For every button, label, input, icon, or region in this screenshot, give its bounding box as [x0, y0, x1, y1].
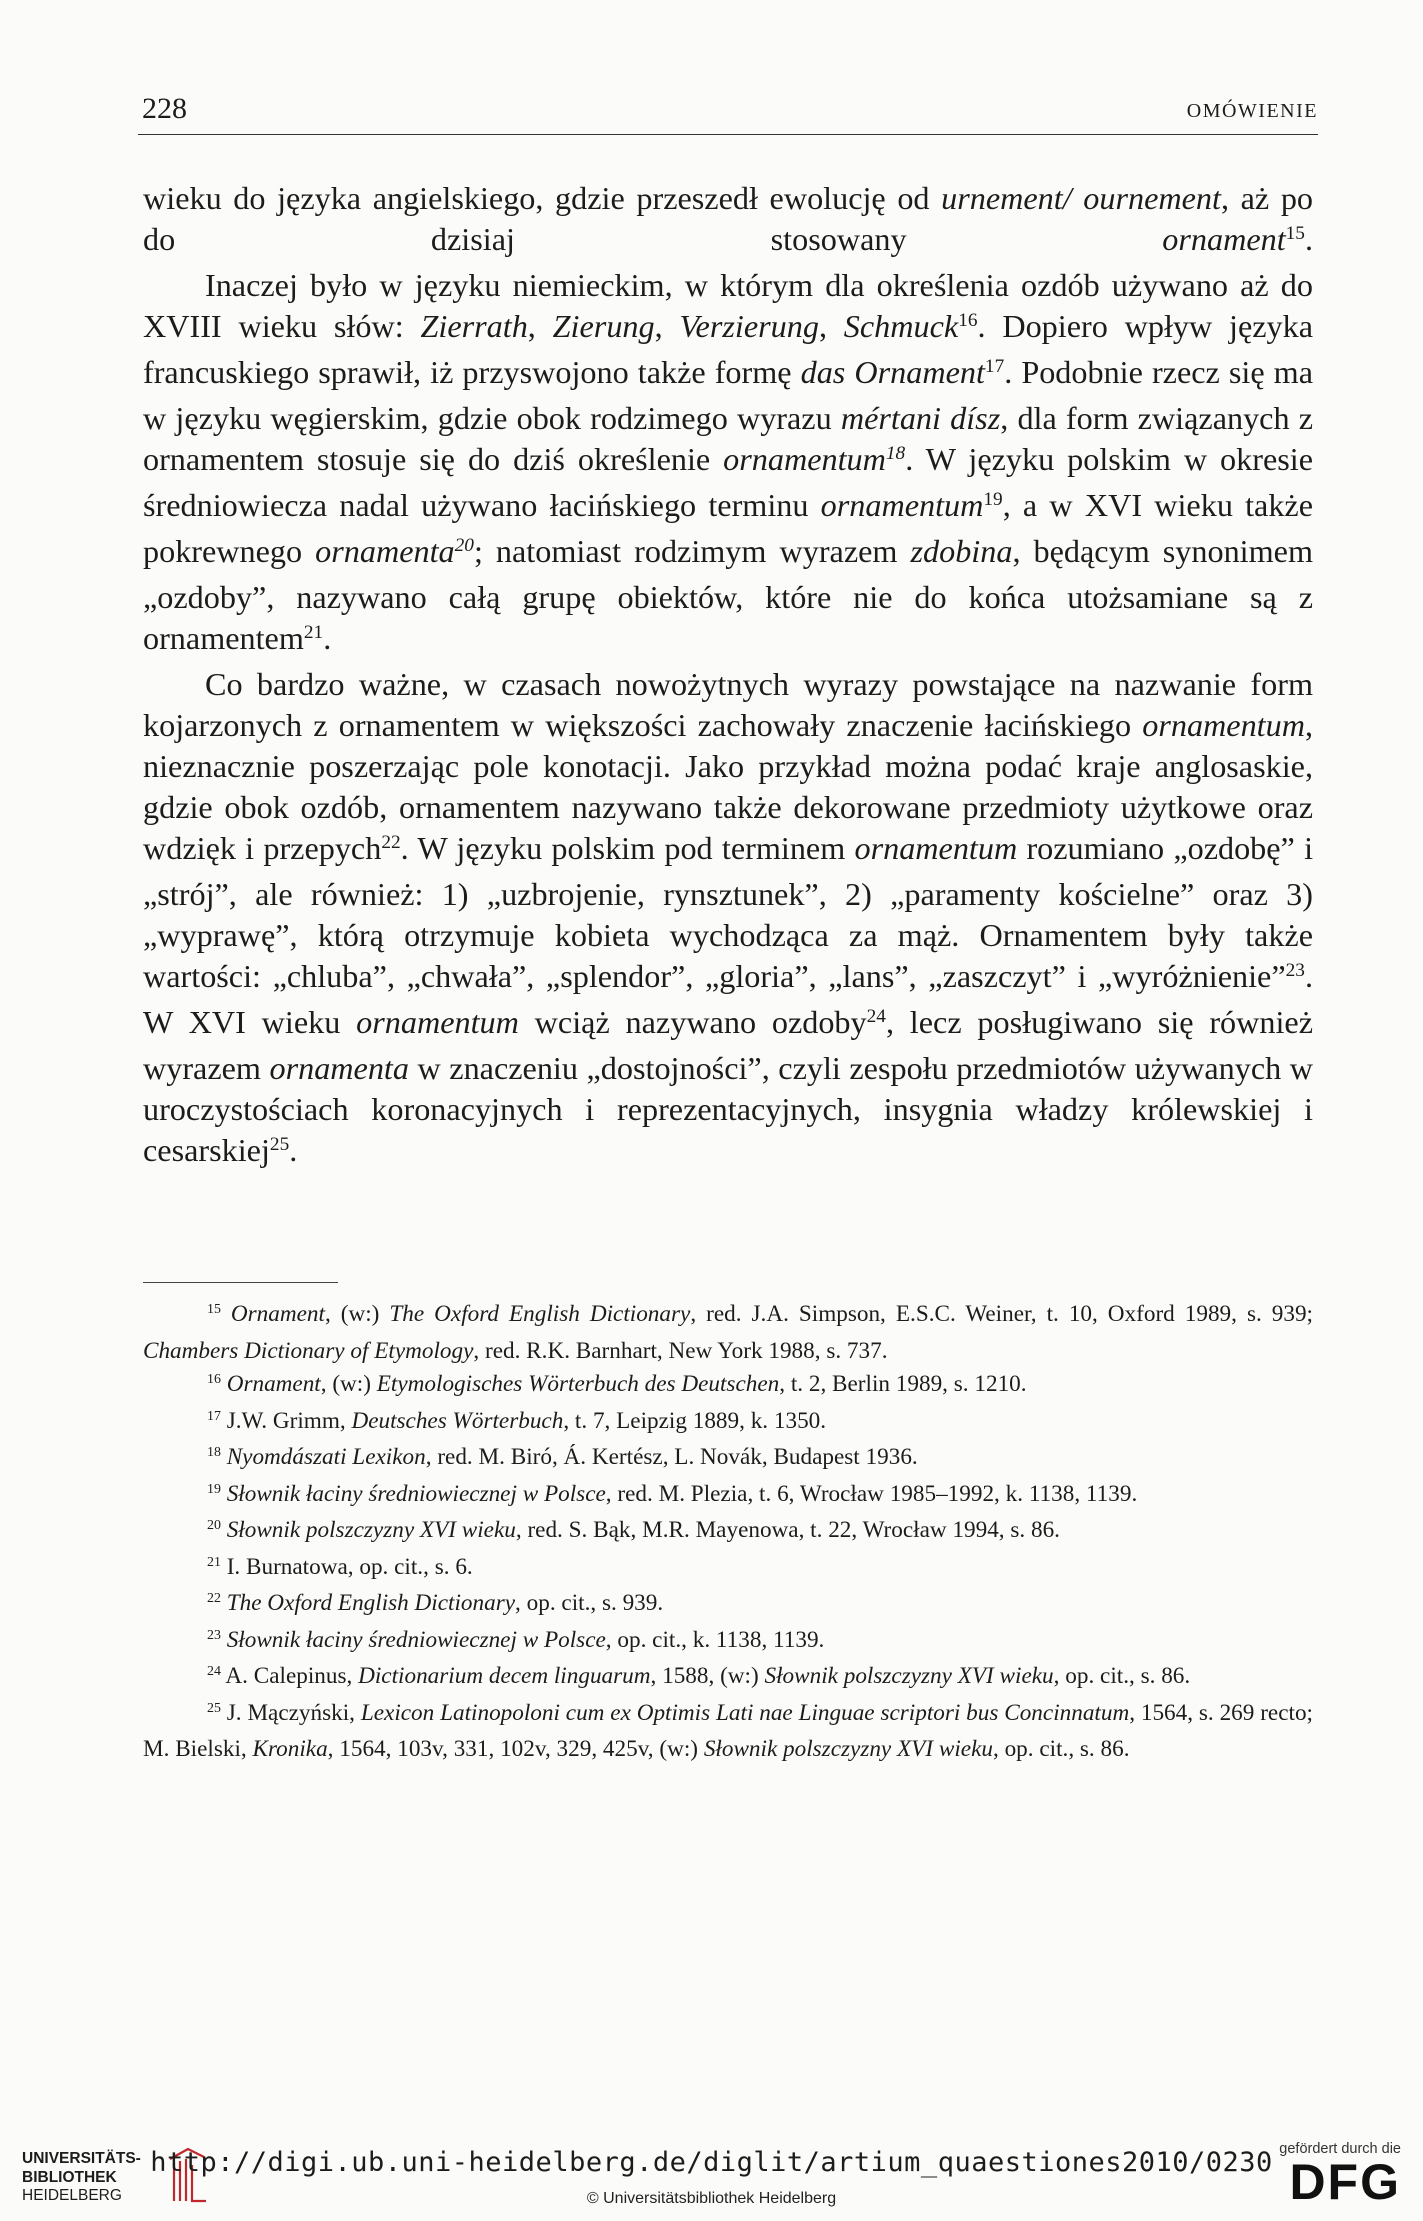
text-run: , op. cit., s. 939.: [515, 1590, 664, 1616]
text-run: , op. cit., s. 86.: [992, 1736, 1130, 1762]
text-run: . W języku polskim pod terminem: [400, 830, 855, 866]
text-run: ,: [527, 308, 553, 344]
library-name-line: BIBLIOTHEK: [22, 2168, 117, 2186]
footnote: [143, 1441, 1313, 1478]
section-title: OMÓWIENIE: [1186, 100, 1318, 122]
text-run: , nieznacznie poszerzając pole konotacji. Jako przykład można podać kraje anglosaskie, gdzie obok ozdób, ornamentem nazywano także dekorowane przedmioty użytkowe oraz wdzięk i przepych: [143, 707, 1313, 866]
text-run: wciąż nazywano ozdoby: [518, 1004, 867, 1040]
footnote-ref: 16: [207, 1372, 221, 1388]
text-run: Co bardzo ważne, w czasach nowożytnych wyrazy powstające na nazwanie form kojarzonych z ornamentem w większości zachowały znaczenie łacińskiego: [143, 666, 1313, 743]
text-run: , op. cit., s. 86.: [1053, 1663, 1191, 1689]
text-run: Inaczej było w języku niemieckim, w którym dla określenia ozdób używano aż do XVIII wieku słów:: [143, 267, 1313, 344]
footnote-ref: 18: [885, 443, 906, 465]
italic-term: Zierung: [552, 308, 655, 344]
italic-term: Etymologisches Wörterbuch des Deutschen: [376, 1371, 780, 1397]
text-run: J.W. Grimm,: [220, 1407, 352, 1434]
text-run: , 1564, s. 269 recto; M. Bielski,: [143, 1699, 1313, 1762]
text-run: . Podobnie rzecz się ma w języku węgierskim, gdzie obok rodzimego wyrazu: [143, 354, 1314, 436]
footnote: [143, 1551, 1313, 1588]
italic-term: Słownik łaciny średniowiecznej w Polsce: [226, 1480, 606, 1507]
italic-term: Dictionarium decem linguarum: [358, 1663, 651, 1689]
dfg-wordmark: DFG: [1289, 2154, 1401, 2210]
text-run: , będącym synonimem „ozdoby”, nazywano całą grupę obiektów, które nie do końca utożsamiane są z ornamentem: [143, 533, 1313, 656]
italic-term: Słownik łaciny średniowiecznej w Polsce: [226, 1626, 606, 1653]
text-run: ,: [654, 308, 680, 344]
footnote-ref: 16: [958, 310, 978, 332]
footnote-ref: 17: [207, 1408, 221, 1424]
footnote: [143, 1478, 1313, 1515]
footnote-ref: 21: [207, 1554, 221, 1570]
footnote: [143, 1660, 1313, 1697]
footnote-ref: 25: [269, 1134, 290, 1156]
text-run: , t. 7, Leipzig 1889, k. 1350.: [563, 1407, 827, 1434]
footnote-ref: 24: [207, 1664, 221, 1680]
italic-term: ornamenta: [269, 1050, 409, 1086]
italic-term: Słownik polszczyzny XVI wieku: [226, 1517, 516, 1543]
text-run: , red. S. Bąk, M.R. Mayenowa, t. 22, Wrocław 1994, s. 86.: [515, 1517, 1060, 1543]
text-run: J. Mączyński,: [220, 1699, 361, 1726]
paragraph: [143, 178, 1313, 265]
library-name-line: UNIVERSITÄTS-: [22, 2150, 141, 2167]
text-run: , (w:): [324, 1301, 390, 1327]
text-run: , op. cit., k. 1138, 1139.: [605, 1626, 825, 1653]
footnote-ref: 24: [866, 1006, 886, 1028]
paragraph: [143, 265, 1313, 664]
text-run: . Dopiero wpływ języka francuskiego sprawił, iż przyswojono także formę: [143, 308, 1314, 390]
footnote: [143, 1587, 1313, 1624]
text-run: , red. J.A. Simpson, E.S.C. Weiner, t. 10, Oxford 1989, s. 939;: [690, 1301, 1313, 1327]
main-text: [143, 178, 1313, 1176]
italic-term: mértani dísz: [840, 400, 1001, 436]
footnote-ref: 22: [381, 832, 401, 854]
text-run: , 1588, (w:): [650, 1663, 765, 1689]
dfg-logo: [1271, 2141, 1401, 2210]
text-run: , 1564, 103v, 331, 102v, 329, 425v, (w:): [327, 1736, 704, 1762]
footnote: [143, 1624, 1313, 1661]
dfg-caption: gefördert durch die: [1279, 2141, 1401, 2157]
text-run: , a w XVI wieku także pokrewnego: [143, 487, 1313, 569]
italic-term: Verzierung: [679, 308, 819, 344]
footnotes: [143, 1298, 1313, 1767]
text-run: , red. R.K. Barnhart, New York 1988, s. 737.: [473, 1337, 888, 1364]
footnote-ref: 20: [454, 535, 474, 557]
text-run: .: [1304, 221, 1313, 257]
text-run: rozumiano „ozdobę” i „strój”, ale również: 1) „uzbrojenie, rynsztunek”, 2) „paramenty kościelne” oraz 3) „wyprawę”, którą otrzymuje kobieta wychodząca za mąż. Ornamentem były także wartości: „chluba”, „chwała”, „splendor”, „gloria”, „lans”, „zaszczyt” i „wyróżnienie”: [143, 830, 1314, 994]
text-run: wieku do języka angielskiego, gdzie przeszedł ewolucję od: [143, 180, 942, 216]
italic-term: Schmuck: [843, 308, 959, 344]
italic-term: The Oxford English Dictionary: [389, 1301, 691, 1327]
text-run: . W XVI wieku: [143, 958, 1313, 1040]
footnote-ref: 22: [207, 1591, 221, 1607]
footnote-ref: 20: [207, 1518, 221, 1534]
footnote: [143, 1405, 1313, 1442]
permalink-url[interactable]: http://digi.ub.uni-heidelberg.de/diglit/artium_quaestiones2010/0230: [150, 2147, 1273, 2178]
italic-term: Deutsches Wörterbuch: [351, 1407, 564, 1434]
text-run: A. Calepinus,: [220, 1663, 359, 1689]
italic-term: Zierrath: [420, 308, 528, 344]
text-run: , (w:): [320, 1371, 377, 1397]
text-run: , aż po do dzisiaj stosowany: [143, 180, 1314, 257]
footnote-ref: 19: [983, 489, 1003, 511]
italic-term: Słownik polszczyzny XVI wieku: [703, 1736, 993, 1762]
footnote: [143, 1697, 1313, 1767]
italic-term: ornamentum: [854, 830, 1018, 866]
italic-term: ornamentum: [1142, 707, 1305, 743]
text-run: w znaczeniu „dostojności”, czyli zespołu przedmiotów używanych w uroczystościach koronacyjnych i reprezentacyjnych, insygnia władzy królewskiej i cesarskiej: [143, 1050, 1313, 1168]
italic-term: urnement/ ournement: [941, 180, 1221, 216]
digitization-footer: [0, 2115, 1423, 2221]
italic-term: Nyomdászati Lexikon: [226, 1444, 426, 1470]
text-run: [221, 1301, 231, 1327]
italic-term: The Oxford English Dictionary: [226, 1590, 516, 1616]
footnote-ref: 15: [1285, 223, 1305, 245]
italic-term: Ornament: [230, 1301, 325, 1327]
italic-term: zdobina: [910, 533, 1013, 569]
text-run: .: [289, 1132, 298, 1168]
text-run: , red. M. Plezia, t. 6, Wrocław 1985–1992, k. 1138, 1139.: [605, 1480, 1138, 1507]
paragraph: [143, 664, 1313, 1176]
text-run: , lecz posługiwano się również wyrazem: [143, 1004, 1314, 1086]
footnote: [143, 1514, 1313, 1551]
italic-term: ornamentum: [356, 1004, 519, 1040]
italic-term: ornamentum: [723, 441, 886, 477]
footnote-ref: 19: [207, 1481, 221, 1497]
footnote-ref: 21: [303, 622, 324, 644]
text-run: , t. 2, Berlin 1989, s. 1210.: [779, 1371, 1027, 1397]
italic-term: ornamenta: [315, 533, 455, 569]
footnote: [143, 1298, 1313, 1368]
text-run: , red. M. Biró, Á. Kertész, L. Novák, Budapest 1936.: [425, 1444, 918, 1470]
footnote-ref: 17: [984, 356, 1005, 378]
text-run: I. Burnatowa, op. cit., s. 6.: [220, 1553, 473, 1580]
text-run: , dla form związanych z ornamentem stosuje się do dziś określenie: [143, 400, 1313, 477]
footnote-ref: 18: [207, 1445, 221, 1461]
italic-term: das Ornament: [800, 354, 985, 390]
italic-term: ornamentum: [820, 487, 984, 523]
copyright-notice: © Universitätsbibliothek Heidelberg: [586, 2190, 837, 2207]
italic-term: Kronika: [252, 1736, 328, 1762]
footnote-ref: 23: [207, 1627, 221, 1643]
footnote-separator: [143, 1282, 338, 1283]
italic-term: Ornament: [226, 1371, 321, 1397]
footnote: [143, 1368, 1313, 1405]
text-run: ,: [818, 308, 844, 344]
page-number: 228: [142, 92, 187, 125]
text-run: . W języku polskim w okresie średniowiecza nadal używano łacińskiego terminu: [143, 441, 1313, 523]
italic-term: Chambers Dictionary of Etymology: [143, 1337, 474, 1364]
italic-term: ornament: [1162, 221, 1286, 257]
footnote-ref: 25: [207, 1700, 221, 1716]
footnote-ref: 23: [1285, 960, 1305, 982]
library-city: HEIDELBERG: [22, 2187, 122, 2204]
footnote-ref: 15: [207, 1302, 221, 1318]
italic-term: Lexicon Latinopoloni cum ex Optimis Lati nae Linguae scriptori bus Concinnatum: [360, 1699, 1130, 1726]
running-head: [138, 92, 1318, 135]
text-run: ; natomiast rodzimym wyrazem: [473, 533, 911, 569]
text-run: .: [323, 620, 332, 656]
italic-term: Słownik polszczyzny XVI wieku: [764, 1663, 1054, 1689]
